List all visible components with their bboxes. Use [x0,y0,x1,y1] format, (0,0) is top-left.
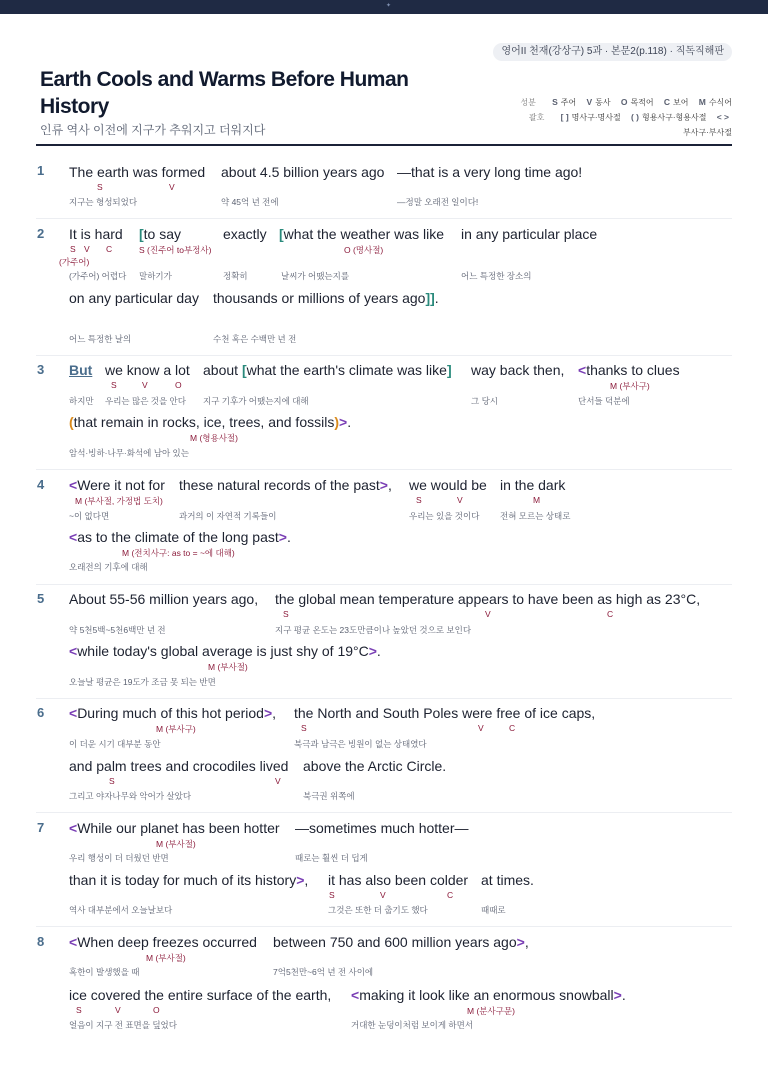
chunk: at times. [481,872,534,888]
chunk-text: to say [143,226,182,242]
bracket: < [69,934,78,950]
chunk-text: between 750 and 600 million years ago [273,934,517,950]
korean-gloss: 지구 기후가 어땠는지에 대해 [203,396,309,406]
chunk: on any particular day [69,290,199,306]
legend-key: C [663,97,671,107]
bracket: > [379,477,388,493]
chunk: we know a lot [105,362,190,378]
top-banner [0,0,768,14]
bracket: < [69,529,78,545]
grammar-tag: M (부사절) [156,839,196,849]
legend-text: 형용사구·형용사절 [641,113,707,122]
grammar-tag: M (형용사절) [190,433,238,443]
grammar-tag: S (진주어 to부정사) [139,245,212,255]
bracket: [ [241,362,247,378]
korean-gloss: 때로는 훨씬 더 덥게 [295,853,368,863]
bracket: > [263,705,273,721]
bracket: > [516,934,525,950]
chunk: About 55-56 million years ago, [69,591,259,607]
chunk [351,987,626,1003]
korean-gloss: 지구는 형성되었다 [69,197,138,207]
grammar-tag: S [301,723,307,733]
korean-gloss: 약 45억 년 전에 [221,197,279,207]
grammar-tag: S [97,182,103,192]
chunk-text: Were it not for [77,477,165,493]
legend [520,95,732,140]
chunk-text: thanks to clues [586,362,680,378]
korean-gloss: 전혀 모르는 상태로 [500,511,571,521]
sentence-divider [36,355,732,356]
bracket: < [351,987,360,1003]
chunk: the global mean temperature appears to have been as high as 23°C, [275,591,701,607]
sparkle-icon: ✦ [386,3,392,9]
grammar-tag: S [416,495,422,505]
grammar-tag: V [457,495,463,505]
legend-label: 괄호 [528,113,545,122]
sentence-number: 4 [37,477,45,492]
sentence-number: 5 [37,591,45,606]
chunk: —sometimes much hotter— [295,820,469,836]
legend-key: [ ] [560,112,569,122]
header-divider [36,144,732,146]
chunk: the North and South Poles were free of ice caps, [294,705,596,721]
page-title: Earth Cools and Warms Before Human History [40,68,409,118]
korean-gloss: 오늘날 평균은 19도가 조금 못 되는 반면 [69,677,216,687]
grammar-tag: S [111,380,117,390]
korean-gloss: 어느 특정한 날의 [69,334,132,344]
korean-gloss: —정말 오래전 일이다! [397,197,479,207]
legend-label: 성분 [520,98,536,107]
korean-gloss: 그 당시 [471,396,498,406]
chunk: ice covered the entire surface of the earth, [69,987,332,1003]
bracket: ) [334,414,340,430]
sentence-divider [36,926,732,927]
grammar-tag: O (명사절) [344,245,384,255]
chunk-text: what the earth's climate was like [246,362,447,378]
legend-text: 동사 [595,98,611,107]
korean-gloss: 때때로 [481,905,506,915]
punctuation: , [272,705,277,721]
sentence-number: 6 [37,705,45,720]
bracket: ]] [425,290,435,306]
chunk-text: while today's global average is just shy of 19°C [77,643,369,659]
legend-text: 수식어 [708,98,732,107]
korean-gloss: 북극권 위쪽에 [303,791,355,801]
grammar-tag: S [283,609,289,619]
korean-gloss: 오래전의 기후에 대해 [69,562,148,572]
legend-key: < > [716,112,729,122]
chunk-text: thousands or millions of years ago [213,290,426,306]
chunk: and palm trees and crocodiles lived [69,758,289,774]
korean-gloss: 우리 행성이 더 더웠던 반면 [69,853,169,863]
sentence-divider [36,469,732,470]
grammar-tag: V [84,244,90,254]
korean-gloss: 날씨가 어땠는지를 [281,271,350,281]
chunk [139,226,181,242]
grammar-tag: O [175,380,182,390]
grammar-tag: C [607,609,614,619]
sentence-number: 7 [37,820,45,835]
korean-gloss: 7억5천만~6억 년 전 사이에 [273,967,374,977]
bracket: < [578,362,587,378]
chunk-text: what the weather was like [283,226,444,242]
page-subtitle: 인류 역사 이전에 지구가 추워지고 더워지다 [40,123,266,137]
chunk: It is hard [69,226,123,242]
korean-gloss: (가주어) 어렵다 [69,271,127,281]
grammar-tag: M (부사구) [610,381,650,391]
grammar-tag: S [70,244,76,254]
bracket: < [69,705,78,721]
chunk [69,934,257,950]
grammar-tag: V [478,723,484,733]
bracket: < [69,643,78,659]
chunk: it has also been colder [328,872,469,888]
sentence-divider [36,812,732,813]
punctuation: . [286,529,291,545]
chunk [69,705,276,721]
grammar-tag: M (부사절) [208,662,248,672]
grammar-tag: V [169,182,175,192]
bracket: > [296,872,305,888]
sentence-divider [36,584,732,585]
korean-gloss: ~이 없다면 [69,511,110,521]
legend-text: 목적어 [630,98,654,107]
chunk: in the dark [500,477,566,493]
punctuation: . [347,414,352,430]
chunk [203,362,452,378]
chunk [69,477,165,493]
sentence-number: 2 [37,226,45,241]
korean-gloss: 우리는 많은 것을 안다 [105,396,186,406]
grammar-tag: C [106,244,113,254]
chunk-text: While our planet has been hotter [77,820,280,836]
korean-gloss: 말하기가 [139,271,172,281]
korean-gloss: 하지만 [69,396,94,406]
legend-row-brackets [520,110,732,125]
korean-gloss: 과거의 이 자연적 기록들이 [179,511,277,521]
korean-gloss: 북극과 남극은 빙원이 없는 상태였다 [294,739,427,749]
punctuation: . [621,987,626,1003]
sentence-number: 1 [37,163,45,178]
korean-gloss: 역사 대부분에서 오늘날보다 [69,905,173,915]
chunk-text: than it is today for much of its history [69,872,297,888]
legend-key: S [552,97,558,107]
chunk-text: During much of this hot period [77,705,264,721]
bracket: > [339,414,348,430]
chunk [179,477,392,493]
punctuation: . [434,290,439,306]
chunk [69,820,280,836]
korean-gloss: 우리는 있을 것이다 [409,511,480,521]
grammar-tag: V [275,776,281,786]
chunk-text: about [203,362,239,378]
legend-text: 명사구·명사절 [571,113,621,122]
grammar-tag: S [329,890,335,900]
grammar-tag: V [142,380,148,390]
korean-gloss: 암석·빙하·나무·화석에 남아 있는 [69,448,189,458]
korean-gloss: 그것은 또한 더 춥기도 했다 [328,905,428,915]
legend-key: M [698,97,706,107]
grammar-tag: M (전치사구: as to = ~에 대해) [122,548,235,558]
korean-gloss: 어느 특정한 장소의 [461,271,532,281]
korean-gloss: 그리고 야자나무와 악어가 살았다 [69,791,192,801]
korean-gloss: 이 더운 시기 대부분 동안 [69,739,161,749]
grammar-tag: O [153,1005,160,1015]
legend-text: 주어 [560,98,577,107]
grammar-tag: M (부사절) [146,953,186,963]
korean-gloss: 거대한 눈덩이처럼 보이게 하면서 [351,1020,474,1030]
chunk: above the Arctic Circle. [303,758,447,774]
bracket: > [368,643,377,659]
punctuation: , [387,477,392,493]
conjunction: But [69,362,93,378]
grammar-tag: M [533,495,541,505]
chunk-text: as to the climate of the long past [77,529,279,545]
legend-key: V [586,97,593,107]
grammar-tag: M (부사절, 가정법 도치) [75,496,163,506]
bracket: [ [139,226,144,242]
bracket: > [278,529,287,545]
chunk: —that is a very long time ago! [397,164,583,180]
grammar-tag: V [380,890,386,900]
grammar-tag: V [485,609,491,619]
grammar-tag: M (부사구) [156,724,196,734]
chunk-text: these natural records of the past [179,477,380,493]
grammar-tag: C [509,723,516,733]
korean-gloss: 단서들 덕분에 [578,396,630,406]
punctuation: , [524,934,529,950]
grammar-tag: V [115,1005,121,1015]
grammar-tag: S [76,1005,82,1015]
chunk [279,226,444,242]
chunk [69,643,381,659]
chunk [69,529,291,545]
korean-gloss: 혹한이 발생했을 때 [69,967,140,977]
legend-key: O [620,97,628,107]
chunk: we would be [409,477,487,493]
grammar-tag: C [447,890,454,900]
source-badge: 영어II 천재(강상구) 5과 · 본문2(p.118) · 직독직해판 [493,43,732,61]
sentence-number: 3 [37,362,45,377]
grammar-tag: S [109,776,115,786]
bracket: ] [446,362,452,378]
chunk [578,362,680,378]
chunk-text: that remain in rocks, ice, trees, and fossils [73,414,335,430]
chunk-text: making it look like an enormous snowball [359,987,614,1003]
korean-gloss: 정확히 [223,271,248,281]
chunk-text: When deep freezes occurred [77,934,257,950]
chunk [69,872,308,888]
chunk: in any particular place [461,226,598,242]
grammar-tag: (가주어) [59,257,90,267]
legend-text: 보어 [673,98,689,107]
chunk: The earth was formed [69,164,206,180]
punctuation: . [376,643,381,659]
bracket: > [613,987,622,1003]
sentence-divider [36,218,732,219]
chunk: way back then, [471,362,565,378]
chunk [273,934,529,950]
chunk [69,414,351,430]
korean-gloss: 지구 평균 온도는 23도만큼이나 높았던 것으로 보인다 [275,625,472,635]
chunk [213,290,439,306]
bracket: < [69,820,78,836]
korean-gloss: 얼음이 지구 전 표면을 덮었다 [69,1020,177,1030]
legend-key: ( ) [630,112,639,122]
punctuation: , [304,872,309,888]
bracket: < [69,477,78,493]
grammar-tag: M (분사구문) [467,1006,515,1016]
chunk: about 4.5 billion years ago [221,164,385,180]
chunk: exactly [223,226,267,242]
legend-row-components [520,95,732,110]
bracket: ( [69,414,74,430]
sentence-number: 8 [37,934,45,949]
bracket: [ [279,226,284,242]
korean-gloss: 수천 혹은 수백만 년 전 [213,334,297,344]
sentence-divider [36,698,732,699]
legend-row-adverbial: 부사구·부사절 [682,128,732,137]
korean-gloss: 약 5천5백~5천6백만 년 전 [69,625,166,635]
